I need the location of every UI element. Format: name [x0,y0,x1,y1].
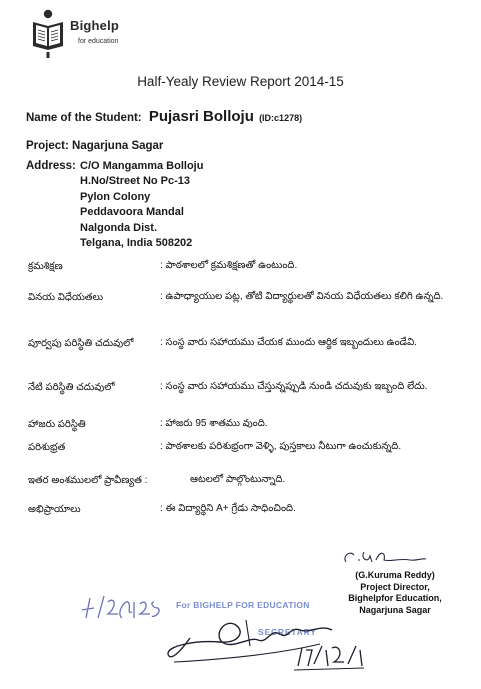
review-label-manners: వినయ విధేయతలు [28,292,104,303]
logo-title: Bighelp [70,18,120,33]
address-label: Address: [26,160,76,172]
review-label-attendance: హాజరు పరిస్థితి [28,419,86,430]
director-signature-scribble [340,546,430,568]
address-line: Pylon Colony [80,190,151,203]
review-label-opinion: అభిప్రాయాలు [28,504,81,515]
logo-tagline: for education [78,38,119,45]
book-reader-logo-icon [28,8,68,60]
director-org: Bighelpfor Education, [348,593,442,603]
review-value-previous-study: : సంస్థ వారు సహాయము చేయక ముందు ఆర్థిక ఇబ్బందులు ఉండేవి. [160,337,417,348]
report-title: Half-Yealy Review Report 2014-15 [137,74,344,89]
address-line: Telgana, India 508202 [80,237,193,250]
stamp-line-2: SECRETARY [258,627,317,637]
handwritten-date-left [80,588,170,628]
director-title: Project Director, [360,581,430,592]
review-label-cleanliness: పరిశుభ్రత [28,442,66,453]
review-value-discipline: : పాఠశాలలో క్రమశిక్షణతో ఉంటుంది. [160,260,298,271]
address-line: C/O Mangamma Bolloju [80,160,204,172]
review-value-cleanliness: : పాఠశాలకు పరిశుభ్రంగా వెళ్ళి, పుస్తకాలు నీటుగా ఉంచుకున్నది. [160,441,402,452]
stamp-line-1: For BIGHELP FOR EDUCATION [176,600,310,610]
project-line: Project: Nagarjuna Sagar [26,140,164,152]
review-value-attendance: : హాజరు 95 శాతము వుంది. [160,418,268,429]
secretary-signature [150,600,380,680]
bighelp-logo [28,8,148,62]
director-place: Nagarjuna Sagar [359,604,431,615]
address-line: Nalgonda Dist. [80,221,158,234]
review-value-current-study: : సంస్థ వారు సహాయము చేస్తున్నప్పుడి నుండి చదువుకు ఇబ్బంది లేదు. [160,381,428,392]
review-label-previous-study: పూర్వపు పరిస్థితి చదువులో [28,338,134,349]
director-name: (G.Kuruma Reddy) [355,570,435,580]
review-label-discipline: క్రమశిక్షణ [28,261,63,272]
address-block [80,159,203,251]
student-label: Name of the Student: [26,112,142,124]
review-value-manners: : ఉపాధ్యాయుల పట్ల, తోటి విద్యార్థులతో వినయ విధేయతలు కలిగి ఉన్నది. [160,291,444,302]
address-line: Peddavoora Mandal [80,206,184,219]
address-line: H.No/Street No Pc-13 [80,175,191,188]
review-label-current-study: నేటి పరిస్థితి చదువులో [28,382,115,393]
student-name: Pujasri Bolloju [148,108,254,125]
review-value-other-skills: ఆటలలో పాల్గొంటున్నాది. [190,474,286,485]
review-value-opinion: : ఈ విద్యార్థిని A+ గ్రేడు సాధించింది. [160,503,296,514]
student-id: (ID:c1278) [259,113,303,123]
student-name-line [26,108,302,125]
review-label-other-skills: ఇతర అంశములలో ప్రావీణ్యత : [28,475,148,486]
